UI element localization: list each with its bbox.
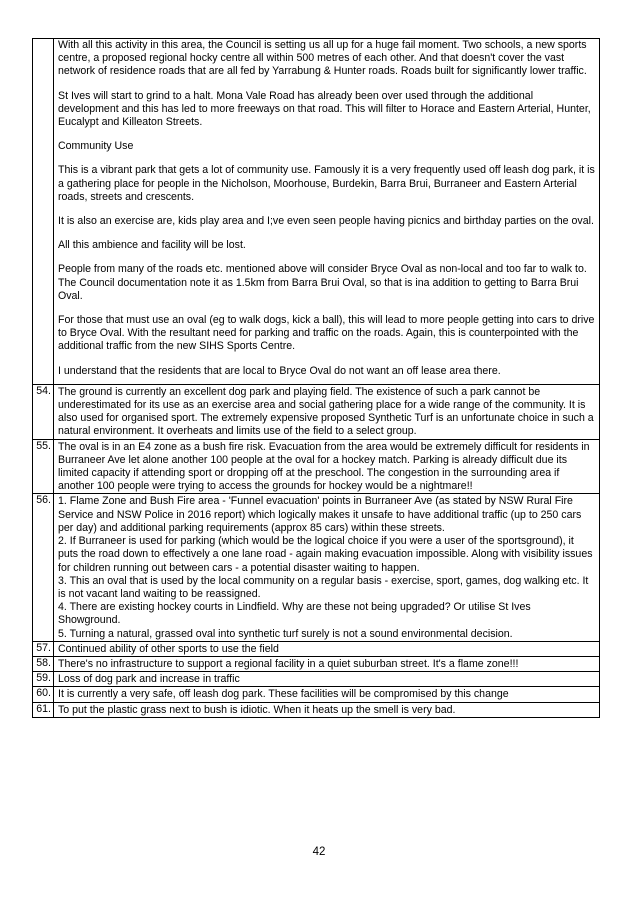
paragraph: For those that must use an oval (eg to walk dogs, kick a ball), this will lead to more people getting into cars to drive to Bryce Oval. With the resultant need for parking and traffic on the roads. Again, this is counterpointed with the additional traffic from the new SIHS Sports Centre. <box>58 314 595 353</box>
row-number: 60. <box>33 687 54 702</box>
submission-text: Loss of dog park and increase in traffic <box>54 672 600 687</box>
table-row <box>33 687 600 702</box>
section-heading: Community Use <box>58 140 134 153</box>
table-row <box>33 494 600 641</box>
document-page <box>32 38 600 718</box>
page-number: 42 <box>312 846 326 858</box>
list-point: 3. This an oval that is used by the local community on a regular basis - exercise, sport, games, dog walking etc. It is not vacant land waiting to be reassigned. <box>58 574 589 600</box>
submission-text <box>54 494 600 641</box>
row-number: 57. <box>33 641 54 656</box>
row-number: 58. <box>33 656 54 671</box>
table-row <box>33 672 600 687</box>
table-row <box>33 656 600 671</box>
row-number: 54. <box>33 384 54 439</box>
row-number: 56. <box>33 494 54 641</box>
number-cell <box>33 39 54 385</box>
submission-text: The oval is in an E4 zone as a bush fire risk. Evacuation from the area would be extremely difficult for residents in Burraneer Ave let alone another 100 people at the oval for a hockey match. Parking is already difficult due its limited capacity if attending sport or dropping off at the preschool. The congestion in the surrounding area if another 100 people were trying to access the grounds for hockey would be a nightmare!! <box>54 439 600 494</box>
list-point: 4. There are existing hockey courts in Lindfield. Why are these not being upgraded? Or utilise St Ives Showground. <box>58 601 531 627</box>
submission-text: There's no infrastructure to support a regional facility in a quiet suburban street. It's a flame zone!!! <box>54 656 600 671</box>
list-point: 2. If Burraneer is used for parking (which would be the logical choice if you were a user of the sportsground), it puts the road down to effectively a one lane road - again making evacuation impossible. Along with visibility issues for children running out between cars - a potential disaster waiting to happen. <box>58 535 593 574</box>
paragraph: It is also an exercise are, kids play area and I;ve even seen people having picnics and birthday parties on the oval. <box>58 215 594 228</box>
table-row <box>33 384 600 439</box>
paragraph: With all this activity in this area, the Council is setting us all up for a huge fail moment. Two schools, a new sports centre, a proposed regional hocky centre all within 500 metres of each other. And that doesn't cover the vast network of residence roads that are all fed by Yarrabung & Hunter roads. Roads built for significantly lower traffic. <box>58 39 587 78</box>
paragraph: I understand that the residents that are local to Bryce Oval do not want an off lease area there. <box>58 364 501 377</box>
submission-text <box>54 39 600 385</box>
table-row <box>33 439 600 494</box>
submission-text: The ground is currently an excellent dog park and playing field. The existence of such a park cannot be underestimated for its use as an exercise area and social gathering place for a wide range of the community. It is also used for organised sport. The extremely expensive proposed Synthetic Turf is an unfortunate choice in such a natural environment. It overheats and limits use of the field to a select group. <box>54 384 600 439</box>
paragraph: All this ambience and facility will be lost. <box>58 239 246 252</box>
row-number: 55. <box>33 439 54 494</box>
table-row <box>33 702 600 717</box>
submission-text: Continued ability of other sports to use the field <box>54 641 600 656</box>
row-number: 59. <box>33 672 54 687</box>
list-point: 1. Flame Zone and Bush Fire area - 'Funnel evacuation' points in Burraneer Ave (as stated by NSW Rural Fire Service and NSW Police in 2016 report) which logically makes it unsafe to have additional traffic (up to 250 cars per day) and additional parking requirements (approx 85 cars) within these streets. <box>58 495 582 534</box>
paragraph: St Ives will start to grind to a halt. Mona Vale Road has already been over used through the additional development and this has led to more freeways on that road. This will filter to Horace and Eastern Arterial, Hunter, Eucalypt and Killeaton Streets. <box>58 89 591 129</box>
submission-text: To put the plastic grass next to bush is idiotic. When it heats up the smell is very bad. <box>54 702 600 717</box>
row-number: 61. <box>33 702 54 717</box>
table-row <box>33 39 600 385</box>
submissions-table <box>32 38 600 718</box>
list-point: 5. Turning a natural, grassed oval into synthetic turf surely is not a sound environmental decision. <box>58 627 513 640</box>
paragraph: This is a vibrant park that gets a lot of community use. Famously it is a very frequently used off leash dog park, it is a gathering place for people in the Nicholson, Moorhouse, Burdekin, Barra Brui, Burraneer and Eastern Arterial roads, streets and crescents. <box>58 164 595 203</box>
paragraph: People from many of the roads etc. mentioned above will consider Bryce Oval as non-local and too far to walk to. The Council documentation note it as 1.5km from Barra Brui Oval, so that is ina addition to getting to Barra Brui Oval. <box>58 263 587 302</box>
submission-text: It is currently a very safe, off leash dog park. These facilities will be compromised by this change <box>54 687 600 702</box>
table-row <box>33 641 600 656</box>
